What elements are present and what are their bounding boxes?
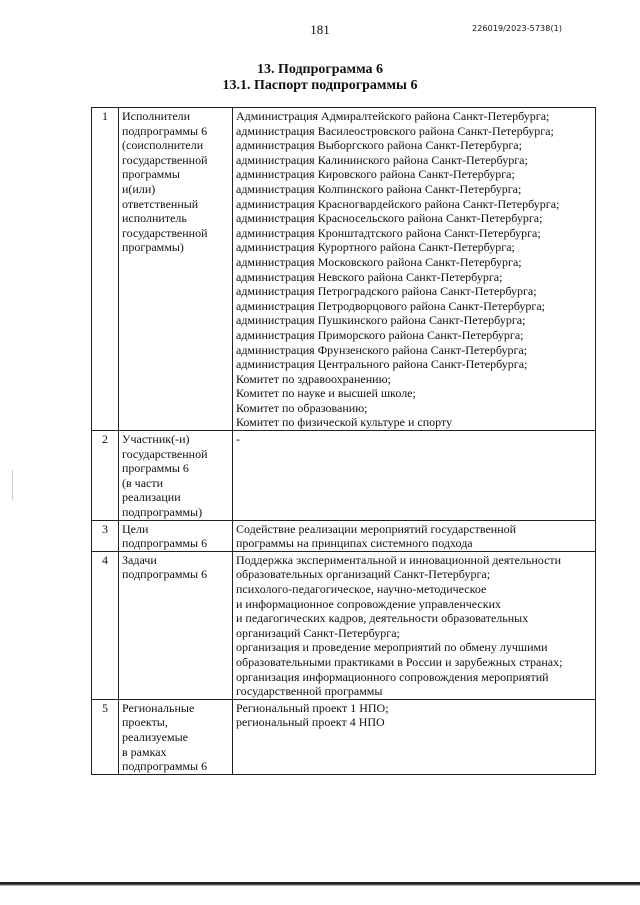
passport-table — [91, 107, 596, 775]
label-line: программы 6 — [122, 461, 189, 476]
content-line: администрация Приморского района Санкт-Петербурга; — [236, 327, 524, 342]
label-line: программы — [122, 167, 180, 182]
row-label — [119, 699, 233, 774]
section-title — [0, 62, 640, 94]
content-line: администрация Пушкинского района Санкт-Петербурга; — [236, 313, 526, 328]
content-line: региональный проект 4 НПО — [236, 715, 385, 730]
content-line: администрация Кронштадтского района Санкт-Петербурга; — [236, 225, 541, 240]
row-number: 5 — [92, 699, 119, 774]
table-row — [92, 431, 596, 521]
content-line: Комитет по физической культуре и спорту — [236, 415, 453, 430]
content-line: Комитет по здравоохранению; — [236, 371, 391, 386]
label-line: Исполнители — [122, 109, 191, 123]
scan-artifact — [12, 470, 13, 500]
row-content — [233, 551, 596, 699]
content-line: администрация Выборгского района Санкт-Петербурга; — [236, 138, 522, 153]
label-line: исполнитель — [122, 211, 187, 226]
label-line: реализуемые — [122, 729, 188, 744]
content-line: организаций Санкт-Петербурга; — [236, 625, 400, 640]
label-line: Участник(-и) — [122, 432, 190, 447]
row-label — [119, 108, 233, 431]
label-line: и(или) — [122, 181, 156, 196]
label-line: ответственный — [122, 196, 199, 211]
label-line: подпрограммы 6 — [122, 536, 208, 551]
row-content — [233, 108, 596, 431]
table-row — [92, 699, 596, 774]
content-line: организация и проведение мероприятий по обмену лучшими — [236, 640, 548, 655]
passport-heading: 13.1. Паспорт подпрограммы 6 — [222, 78, 418, 93]
content-line: администрация Невского района Санкт-Петербурга; — [236, 269, 503, 284]
table-row — [92, 108, 596, 431]
content-line: - — [236, 432, 240, 447]
label-line: проекты, — [122, 715, 168, 730]
content-line: администрация Красносельского района Санкт-Петербурга; — [236, 211, 543, 226]
row-label — [119, 520, 233, 551]
content-line: администрация Курортного района Санкт-Петербурга; — [236, 240, 515, 255]
content-line: администрация Колпинского района Санкт-Петербурга; — [236, 181, 522, 196]
label-line: реализации — [122, 490, 181, 505]
row-number: 3 — [92, 520, 119, 551]
row-content — [233, 699, 596, 774]
content-line: Содействие реализации мероприятий государственной — [236, 521, 517, 536]
document-code: 226019/2023-5738(1) — [472, 24, 563, 33]
content-line: государственной программы — [236, 684, 383, 699]
content-line: программы на принципах системного подхода — [236, 536, 473, 551]
label-line: (в части — [122, 475, 164, 490]
content-line: администрация Московского района Санкт-Петербурга; — [236, 254, 522, 269]
label-line: государственной — [122, 225, 208, 240]
content-line: администрация Кировского района Санкт-Петербурга; — [236, 167, 515, 182]
content-line: администрация Фрунзенского района Санкт-Петербурга; — [236, 342, 528, 357]
label-line: подпрограммы) — [122, 505, 203, 520]
page-number: 181 — [310, 22, 330, 37]
row-number: 2 — [92, 431, 119, 521]
content-line: Комитет по науке и высшей школе; — [236, 386, 416, 401]
label-line: государственной — [122, 446, 208, 461]
content-line: Комитет по образованию; — [236, 400, 368, 415]
row-label — [119, 551, 233, 699]
content-line: организация информационного сопровождения мероприятий — [236, 669, 549, 684]
content-line: и информационное сопровождение управленческих — [236, 596, 502, 611]
content-line: психолого-педагогическое, научно-методическое — [236, 582, 487, 596]
label-line: государственной — [122, 152, 208, 167]
content-line: администрация Петродворцового района Санкт-Петербурга; — [236, 298, 546, 313]
content-line: образовательными практиками в России и зарубежных странах; — [236, 654, 563, 669]
content-line: и педагогических кадров, деятельности образовательных — [236, 611, 529, 626]
label-line: программы) — [122, 240, 184, 255]
label-line: подпрограммы 6 — [122, 123, 208, 138]
content-line: администрация Василеостровского района Санкт-Петербурга; — [236, 123, 554, 138]
row-label — [119, 431, 233, 521]
bottom-rule — [0, 882, 640, 886]
content-line: администрация Калининского района Санкт-Петербурга; — [236, 152, 528, 167]
content-line: Администрация Адмиралтейского района Санкт-Петербурга; — [236, 109, 550, 123]
label-line: в рамках — [122, 744, 167, 759]
row-number: 1 — [92, 108, 119, 431]
content-line: администрация Красногвардейского района Санкт-Петербурга; — [236, 196, 560, 211]
content-line: администрация Петроградского района Санкт-Петербурга; — [236, 284, 537, 299]
table-row — [92, 520, 596, 551]
row-number: 4 — [92, 551, 119, 699]
subprogram-heading: 13. Подпрограмма 6 — [256, 62, 384, 77]
label-line: подпрограммы 6 — [122, 567, 208, 582]
content-line: администрация Центрального района Санкт-Петербурга; — [236, 357, 528, 372]
label-line: (соисполнители — [122, 138, 204, 153]
row-content — [233, 431, 596, 521]
label-line: подпрограммы 6 — [122, 759, 208, 774]
row-content — [233, 520, 596, 551]
content-line: Региональный проект 1 НПО; — [236, 700, 389, 715]
label-line: Цели — [122, 521, 149, 536]
table-row — [92, 551, 596, 699]
content-line: Поддержка экспериментальной и инновационной деятельности — [236, 552, 562, 567]
label-line: Региональные — [122, 700, 195, 715]
content-line: образовательных организаций Санкт-Петербурга; — [236, 567, 491, 582]
label-line: Задачи — [122, 552, 157, 567]
